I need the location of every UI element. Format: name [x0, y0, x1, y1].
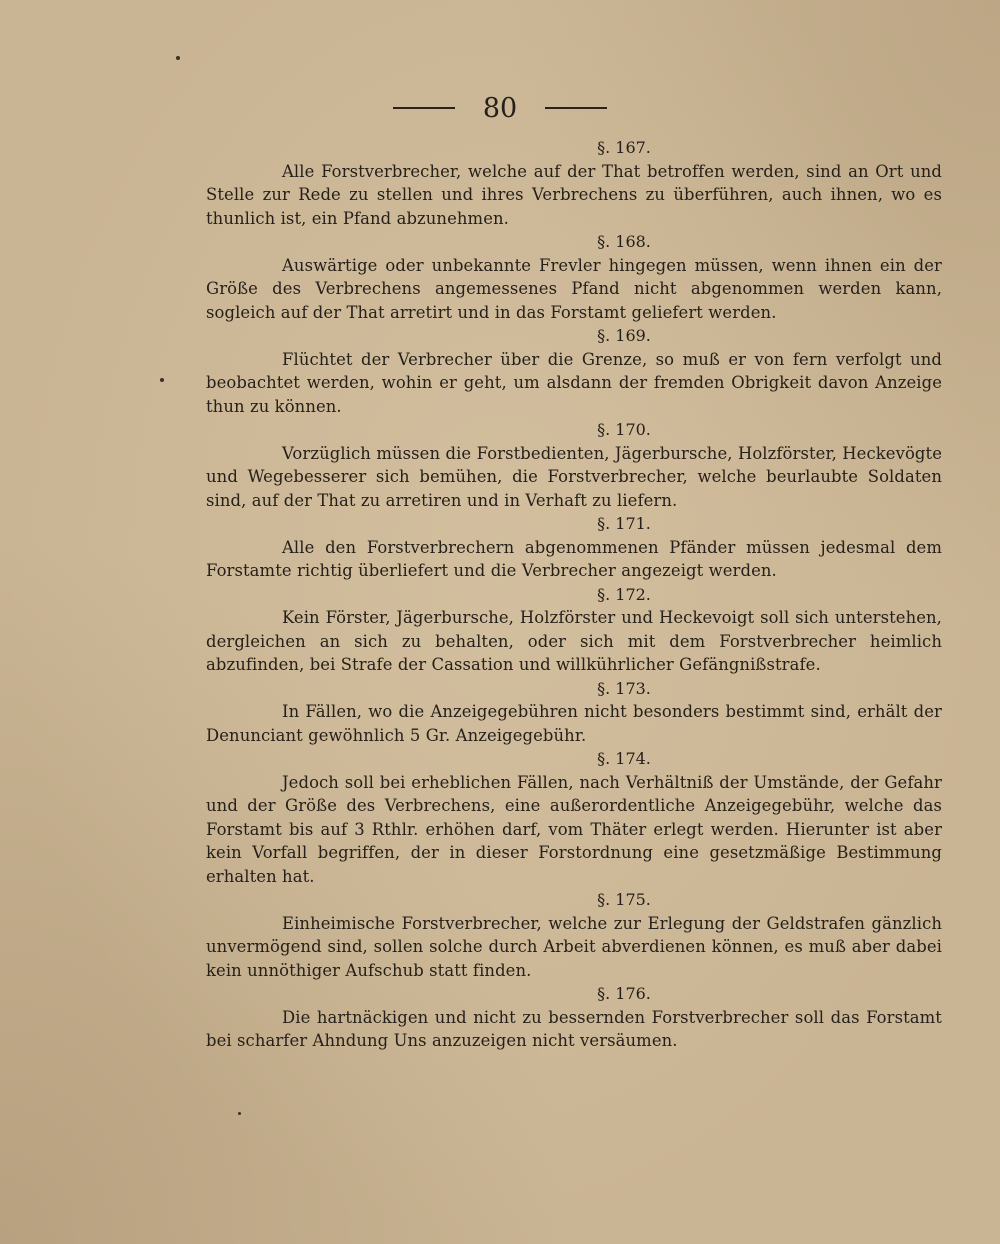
section-heading: §. 171. — [597, 514, 651, 533]
section-heading: §. 168. — [597, 232, 651, 251]
section-text: Flüchtet der Verbrecher über die Grenze, so muß er von fern verfolgt und beobachtet werden, wohin er geht, um alsdann der fremden Obrigkeit davon Anzeige thun zu können. — [206, 349, 942, 416]
section-heading: §. 173. — [597, 678, 651, 698]
section-text: Jedoch soll bei erheblichen Fällen, nach Verhältniß der Umstände, der Gefahr und der Größe des Verbrechens, eine außerordentliche Anzeigegebühr, welche das Forstamt bis auf 3 Rthlr. erhöhen darf, vom Thäter erlegt werden. Hierunter ist aber kein Vorfall begriffen, der in dieser Forstordnung eine gesetzmäßige Bestimmung erhalten hat. — [206, 772, 942, 886]
section-heading: §. 175. — [597, 890, 651, 909]
section-heading: §. 167. — [597, 138, 651, 157]
ink-speck — [176, 56, 180, 60]
section-text: In Fällen, wo die Anzeigegebühren nicht besonders bestimmt sind, erhält der Denunciant gewöhnlich 5 Gr. Anzeigegebühr. — [206, 702, 942, 745]
header-rule-right — [545, 107, 607, 109]
section-176 — [206, 982, 942, 1053]
section-text: Alle Forstverbrecher, welche auf der That betroffen werden, sind an Ort und Stelle zur Rede zu stellen und ihres Verbrechens zu überführen, auch ihnen, wo es thunlich ist, ein Pfand abzunehmen. — [206, 161, 942, 228]
section-heading: §. 169. — [597, 326, 651, 345]
ink-speck — [160, 378, 164, 382]
ink-speck — [238, 1112, 241, 1115]
section-170 — [206, 418, 942, 512]
page-number: 80 — [482, 92, 518, 124]
section-171 — [206, 512, 942, 583]
page-header — [0, 88, 1000, 128]
section-heading: §. 174. — [597, 749, 651, 768]
section-174 — [206, 747, 942, 888]
section-173 — [206, 677, 942, 748]
section-text: Kein Förster, Jägerbursche, Holzförster und Heckevoigt soll sich unterstehen, dergleichen an sich zu behalten, oder sich mit dem Forstverbrecher heimlich abzufinden, bei Strafe der Cassation und willkührlicher Gefängnißstrafe. — [206, 608, 942, 674]
section-text: Die hartnäckigen und nicht zu bessernden Forstverbrecher soll das Forstamt bei scharfer Ahndung Uns anzuzeigen nicht versäumen. — [206, 1007, 942, 1050]
section-167 — [206, 136, 942, 230]
section-172 — [206, 583, 942, 677]
page-body — [206, 136, 942, 1053]
section-text: Vorzüglich müssen die Forstbedienten, Jägerbursche, Holzförster, Heckevögte und Wegebesserer sich bemühen, die Forstverbrecher, welche beurlaubte Soldaten sind, auf der That zu arretiren und in Verhaft zu liefern. — [206, 443, 942, 510]
section-heading: §. 172. — [597, 584, 651, 604]
section-168 — [206, 230, 942, 324]
section-169 — [206, 324, 942, 418]
section-text: Einheimische Forstverbrecher, welche zur Erlegung der Geldstrafen gänzlich unvermögend sind, sollen solche durch Arbeit abverdienen können, es muß aber dabei kein unnöthiger Aufschub statt finden. — [206, 913, 942, 980]
section-text: Auswärtige oder unbekannte Frevler hingegen müssen, wenn ihnen ein der Größe des Verbrechens angemessenes Pfand nicht abgenommen werden kann, sogleich auf der That arretirt und in das Forstamt geliefert werden. — [206, 255, 942, 322]
section-175 — [206, 888, 942, 982]
section-heading: §. 176. — [597, 984, 651, 1003]
section-text: Alle den Forstverbrechern abgenommenen Pfänder müssen jedesmal dem Forstamte richtig überliefert und die Verbrecher angezeigt werden. — [206, 537, 942, 580]
header-rule-left — [393, 107, 455, 109]
section-heading: §. 170. — [597, 420, 651, 439]
